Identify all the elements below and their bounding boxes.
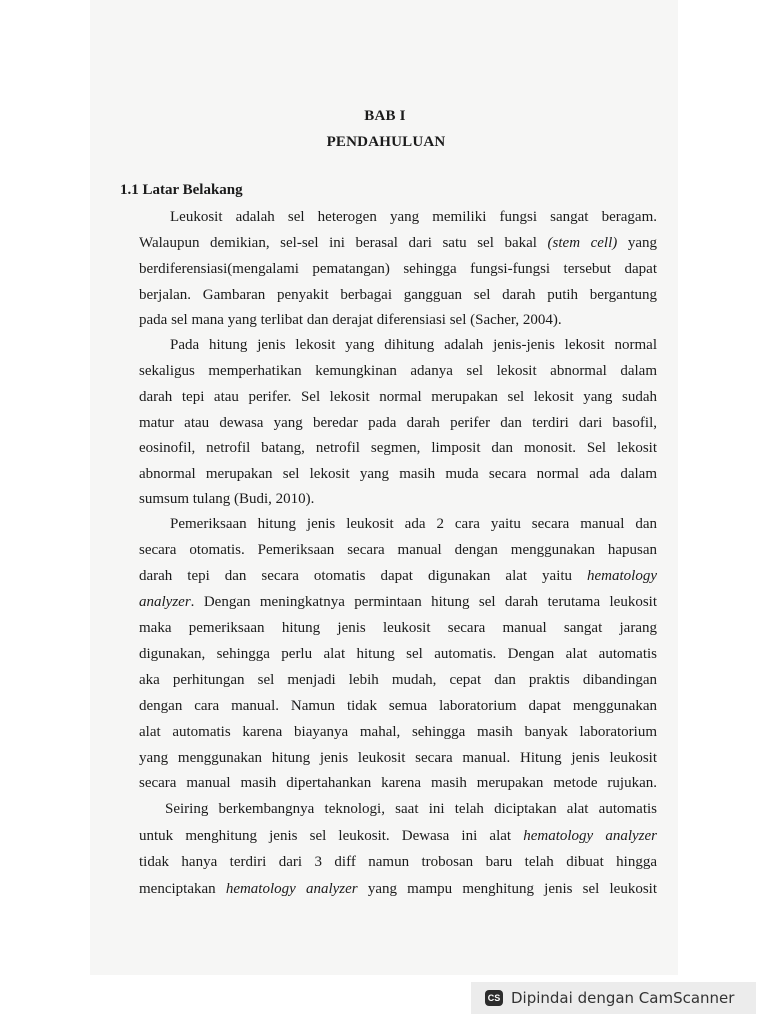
- paragraph-3-line-11: [139, 772, 657, 794]
- paragraph-3-line-2: [139, 539, 657, 561]
- text-segment: matur atau dewasa yang beredar pada darah perifer dan terdiri dari basofil,: [139, 415, 657, 431]
- text-segment: secara otomatis. Pemeriksaan secara manual dengan menggunakan hapusan: [139, 542, 657, 558]
- paragraph-4-line-3: [139, 851, 657, 873]
- paragraph-3-line-3: [139, 565, 657, 587]
- text-segment: eosinofil, netrofil batang, netrofil segmen, limposit dan monosit. Sel lekosit: [139, 440, 657, 456]
- paragraph-2-line-1: [170, 334, 657, 356]
- text-segment: hematology analyzer: [225, 881, 358, 897]
- chapter-number: BAB I: [364, 108, 406, 124]
- camscanner-label: Dipindai dengan CamScanner: [511, 989, 735, 1007]
- text-segment: untuk menghitung jenis sel leukosit. Dewasa ini alat: [139, 828, 524, 844]
- text-segment: yang menggunakan hitung jenis leukosit secara manual. Hitung jenis leukosit: [139, 750, 657, 766]
- paragraph-2-line-3: [139, 386, 657, 408]
- text-segment: darah tepi dan secara otomatis dapat digunakan alat yaitu: [139, 568, 588, 584]
- paragraph-3-line-7: [139, 669, 657, 691]
- paragraph-2-line-5: [139, 437, 657, 459]
- text-segment: aka perhitungan sel menjadi lebih mudah, cepat dan praktis dibandingan: [139, 672, 657, 688]
- paragraph-1-line-5: [139, 309, 657, 331]
- paragraph-1-line-1: [170, 206, 657, 228]
- text-segment: sekaligus memperhatikan kemungkinan adanya sel lekosit abnormal dalam: [139, 363, 657, 379]
- text-segment: hematology analyzer: [523, 828, 658, 844]
- paragraph-3-line-5: [139, 617, 657, 639]
- text-segment: secara manual masih dipertahankan karena masih merupakan metode rujukan.: [139, 775, 657, 791]
- paragraph-3-line-1: [170, 513, 657, 535]
- text-segment: abnormal merupakan sel lekosit yang masih muda secara normal ada dalam: [139, 466, 657, 482]
- text-segment: pada sel mana yang terlibat dan derajat diferensiasi sel (Sacher, 2004).: [139, 312, 562, 328]
- paragraph-3-line-6: [139, 643, 657, 665]
- paragraph-3-line-10: [139, 747, 657, 769]
- chapter-title: PENDAHULUAN: [326, 134, 446, 150]
- text-segment: digunakan, sehingga perlu alat hitung sel automatis. Dengan alat automatis: [139, 646, 657, 662]
- paragraph-4-line-2: [139, 825, 657, 847]
- camscanner-watermark: [471, 982, 756, 1014]
- text-segment: dengan cara manual. Namun tidak semua laboratorium dapat menggunakan: [139, 698, 657, 714]
- paragraph-1-line-4: [139, 284, 657, 306]
- text-segment: alat automatis karena biayanya mahal, sehingga masih banyak laboratorium: [139, 724, 657, 740]
- text-segment: menciptakan: [139, 881, 226, 897]
- text-segment: berjalan. Gambaran penyakit berbagai gangguan sel darah putih bergantung: [139, 287, 657, 303]
- text-segment: analyzer: [139, 594, 191, 610]
- paragraph-2-line-2: [139, 360, 657, 382]
- text-segment: (stem cell): [547, 235, 618, 251]
- paragraph-4-line-4: [139, 878, 657, 900]
- text-segment: . Dengan meningkatnya permintaan hitung sel darah terutama leukosit: [190, 594, 657, 610]
- camscanner-logo-icon: CS: [485, 990, 503, 1006]
- section-heading: 1.1 Latar Belakang: [120, 182, 243, 198]
- text-segment: Pemeriksaan hitung jenis leukosit ada 2 cara yaitu secara manual dan: [170, 516, 657, 532]
- text-segment: hematology: [587, 568, 657, 584]
- paragraph-3-line-9: [139, 721, 657, 743]
- text-segment: sumsum tulang (Budi, 2010).: [139, 491, 315, 507]
- text-segment: darah tepi atau perifer. Sel lekosit normal merupakan sel lekosit yang sudah: [139, 389, 657, 405]
- paragraph-3-line-4: [139, 591, 657, 613]
- text-segment: tidak hanya terdiri dari 3 diff namun trobosan baru telah dibuat hingga: [139, 854, 657, 870]
- paragraph-4-line-1: [165, 798, 657, 820]
- text-segment: Pada hitung jenis lekosit yang dihitung adalah jenis-jenis lekosit normal: [170, 337, 657, 353]
- paragraph-1-line-2: [139, 232, 657, 254]
- text-segment: Seiring berkembangnya teknologi, saat ini telah diciptakan alat automatis: [165, 801, 657, 817]
- text-segment: yang: [617, 235, 658, 251]
- text-segment: berdiferensiasi(mengalami pematangan) sehingga fungsi-fungsi tersebut dapat: [139, 261, 657, 277]
- paragraph-3-line-8: [139, 695, 657, 717]
- text-segment: Leukosit adalah sel heterogen yang memiliki fungsi sangat beragam.: [170, 209, 657, 225]
- paragraph-1-line-3: [139, 258, 657, 280]
- paragraph-2-line-4: [139, 412, 657, 434]
- paragraph-2-line-7: [139, 488, 657, 510]
- text-segment: maka pemeriksaan hitung jenis leukosit secara manual sangat jarang: [139, 620, 657, 636]
- text-segment: Walaupun demikian, sel-sel ini berasal dari satu sel bakal: [139, 235, 548, 251]
- text-segment: yang mampu menghitung jenis sel leukosit: [357, 881, 657, 897]
- paragraph-2-line-6: [139, 463, 657, 485]
